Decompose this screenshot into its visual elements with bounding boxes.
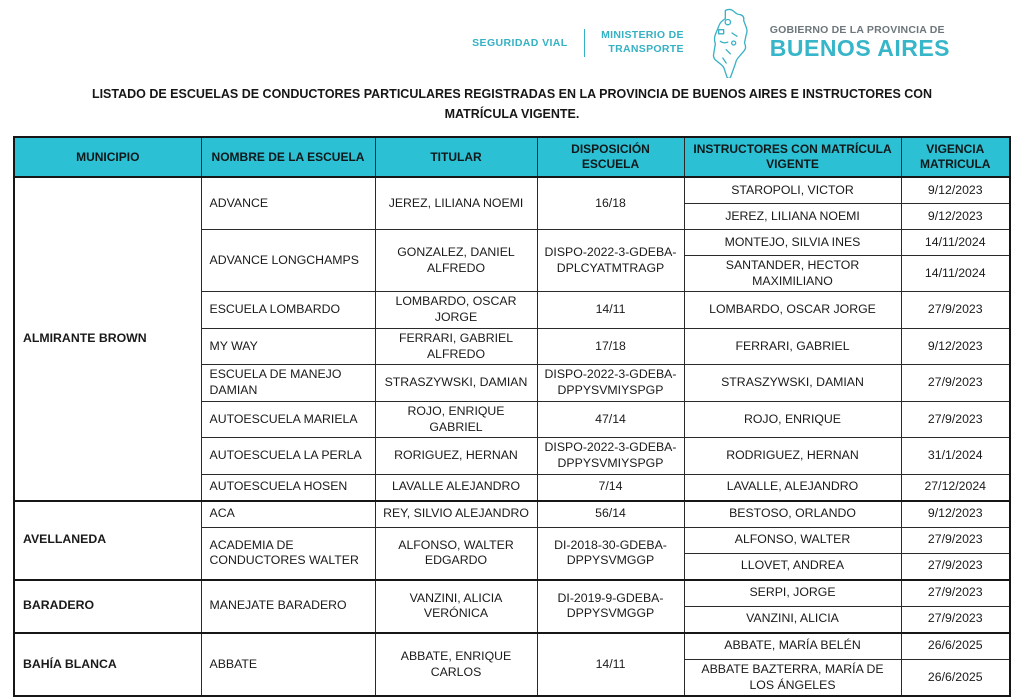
municipality-cell: BAHÍA BLANCA [14, 633, 201, 696]
titular-cell: RORIGUEZ, HERNAN [375, 438, 537, 474]
vigencia-cell: 26/6/2025 [901, 633, 1010, 660]
buenos-aires-label: BUENOS AIRES [769, 35, 950, 62]
school-name-cell: MANEJATE BARADERO [201, 580, 375, 633]
instructor-cell: JEREZ, LILIANA NOEMI [684, 204, 901, 230]
vigencia-cell: 26/6/2025 [901, 659, 1010, 696]
school-name-cell: ACA [201, 501, 375, 528]
vigencia-cell: 9/12/2023 [901, 328, 1010, 364]
titular-cell: STRASZYWSKI, DAMIAN [375, 365, 537, 401]
disposicion-cell: 56/14 [537, 501, 684, 528]
disposicion-cell: 47/14 [537, 401, 684, 437]
gobierno-logo-text [770, 25, 950, 62]
disposicion-cell: 14/11 [537, 292, 684, 328]
instructor-cell: LAVALLE, ALEJANDRO [684, 474, 901, 501]
disposicion-cell: DI-2018-30-GDEBA-DPPYSVMGGP [537, 527, 684, 580]
buenos-aires-province-map-icon [700, 8, 754, 78]
col-header-instructores: INSTRUCTORES CON MATRÍCULA VIGENTE [684, 137, 901, 177]
instructor-cell: ALFONSO, WALTER [684, 527, 901, 553]
page-header [0, 0, 1024, 74]
instructor-cell: SANTANDER, HECTOR MAXIMILIANO [684, 256, 901, 292]
municipality-cell: AVELLANEDA [14, 501, 201, 580]
disposicion-cell: 16/18 [537, 177, 684, 230]
vigencia-cell: 31/1/2024 [901, 438, 1010, 474]
vigencia-cell: 9/12/2023 [901, 204, 1010, 230]
instructor-cell: RODRIGUEZ, HERNAN [684, 438, 901, 474]
disposicion-cell: 14/11 [537, 633, 684, 696]
school-name-cell: MY WAY [201, 328, 375, 364]
municipality-cell: ALMIRANTE BROWN [14, 177, 201, 501]
school-name-cell: ESCUELA LOMBARDO [201, 292, 375, 328]
vigencia-cell: 27/9/2023 [901, 580, 1010, 607]
instructor-cell: MONTEJO, SILVIA INES [684, 230, 901, 256]
school-name-cell: ESCUELA DE MANEJO DAMIAN [201, 365, 375, 401]
school-name-cell: AUTOESCUELA HOSEN [201, 474, 375, 501]
table-row [14, 633, 1010, 660]
school-name-cell: ADVANCE [201, 177, 375, 230]
instructor-cell: ABBATE, MARÍA BELÉN [684, 633, 901, 660]
disposicion-cell: DISPO-2022-3-GDEBA-DPLCYATMTRAGP [537, 230, 684, 292]
disposicion-cell: DI-2019-9-GDEBA-DPPYSVMGGP [537, 580, 684, 633]
school-name-cell: ACADEMIA DE CONDUCTORES WALTER [201, 527, 375, 580]
titular-cell: LOMBARDO, OSCAR JORGE [375, 292, 537, 328]
ministerio-transporte-label [601, 29, 684, 56]
school-name-cell: ADVANCE LONGCHAMPS [201, 230, 375, 292]
vigencia-cell: 14/11/2024 [901, 230, 1010, 256]
vigencia-cell: 27/9/2023 [901, 365, 1010, 401]
instructor-cell: VANZINI, ALICIA [684, 606, 901, 633]
school-name-cell: AUTOESCUELA LA PERLA [201, 438, 375, 474]
instructor-cell: LLOVET, ANDREA [684, 553, 901, 580]
seguridad-vial-label: SEGURIDAD VIAL [472, 37, 568, 49]
vigencia-cell: 27/9/2023 [901, 401, 1010, 437]
disposicion-cell: 17/18 [537, 328, 684, 364]
titular-cell: ABBATE, ENRIQUE CARLOS [375, 633, 537, 696]
table-row [14, 580, 1010, 607]
col-header-nombre-escuela: NOMBRE DE LA ESCUELA [201, 137, 375, 177]
schools-registry-table [13, 136, 1011, 697]
vigencia-cell: 27/9/2023 [901, 527, 1010, 553]
ministerio-line2: TRANSPORTE [608, 43, 684, 55]
col-header-titular: TITULAR [375, 137, 537, 177]
instructor-cell: BESTOSO, ORLANDO [684, 501, 901, 528]
titular-cell: FERRARI, GABRIEL ALFREDO [375, 328, 537, 364]
instructor-cell: STAROPOLI, VICTOR [684, 177, 901, 204]
titular-cell: GONZALEZ, DANIEL ALFREDO [375, 230, 537, 292]
gobierno-provincia-label: GOBIERNO DE LA PROVINCIA DE [769, 23, 945, 36]
col-header-municipio: MUNICIPIO [14, 137, 201, 177]
vigencia-cell: 27/9/2023 [901, 553, 1010, 580]
titular-cell: REY, SILVIO ALEJANDRO [375, 501, 537, 528]
disposicion-cell: DISPO-2022-3-GDEBA-DPPYSVMIYSPGP [537, 365, 684, 401]
registry-table-body [14, 177, 1010, 696]
instructor-cell: STRASZYWSKI, DAMIAN [684, 365, 901, 401]
instructor-cell: ABBATE BAZTERRA, MARÍA DE LOS ÁNGELES [684, 659, 901, 696]
vigencia-cell: 27/9/2023 [901, 292, 1010, 328]
school-name-cell: AUTOESCUELA MARIELA [201, 401, 375, 437]
school-name-cell: ABBATE [201, 633, 375, 696]
municipality-cell: BARADERO [14, 580, 201, 633]
ministerio-line1: MINISTERIO DE [601, 29, 684, 42]
table-row [14, 177, 1010, 204]
vigencia-cell: 9/12/2023 [901, 177, 1010, 204]
vigencia-cell: 9/12/2023 [901, 501, 1010, 528]
instructor-cell: SERPI, JORGE [684, 580, 901, 607]
page-title: LISTADO DE ESCUELAS DE CONDUCTORES PARTICULARES REGISTRADAS EN LA PROVINCIA DE BUENOS AIRES E INSTRUCTORES CON MATRÍCULA VIGENTE. [91, 87, 933, 121]
titular-cell: ROJO, ENRIQUE GABRIEL [375, 401, 537, 437]
vigencia-cell: 27/12/2024 [901, 474, 1010, 501]
titular-cell: VANZINI, ALICIA VERÓNICA [375, 580, 537, 633]
table-row [14, 501, 1010, 528]
instructor-cell: FERRARI, GABRIEL [684, 328, 901, 364]
table-header-row [14, 137, 1010, 177]
col-header-vigencia: VIGENCIA MATRICULA [901, 137, 1010, 177]
vigencia-cell: 27/9/2023 [901, 606, 1010, 633]
vigencia-cell: 14/11/2024 [901, 256, 1010, 292]
titular-cell: JEREZ, LILIANA NOEMI [375, 177, 537, 230]
instructor-cell: ROJO, ENRIQUE [684, 401, 901, 437]
col-header-disposicion: DISPOSICIÓN ESCUELA [537, 137, 684, 177]
disposicion-cell: 7/14 [537, 474, 684, 501]
instructor-cell: LOMBARDO, OSCAR JORGE [684, 292, 901, 328]
branding-divider [584, 29, 586, 57]
titular-cell: LAVALLE ALEJANDRO [375, 474, 537, 501]
disposicion-cell: DISPO-2022-3-GDEBA-DPPYSVMIYSPGP [537, 438, 684, 474]
titular-cell: ALFONSO, WALTER EDGARDO [375, 527, 537, 580]
